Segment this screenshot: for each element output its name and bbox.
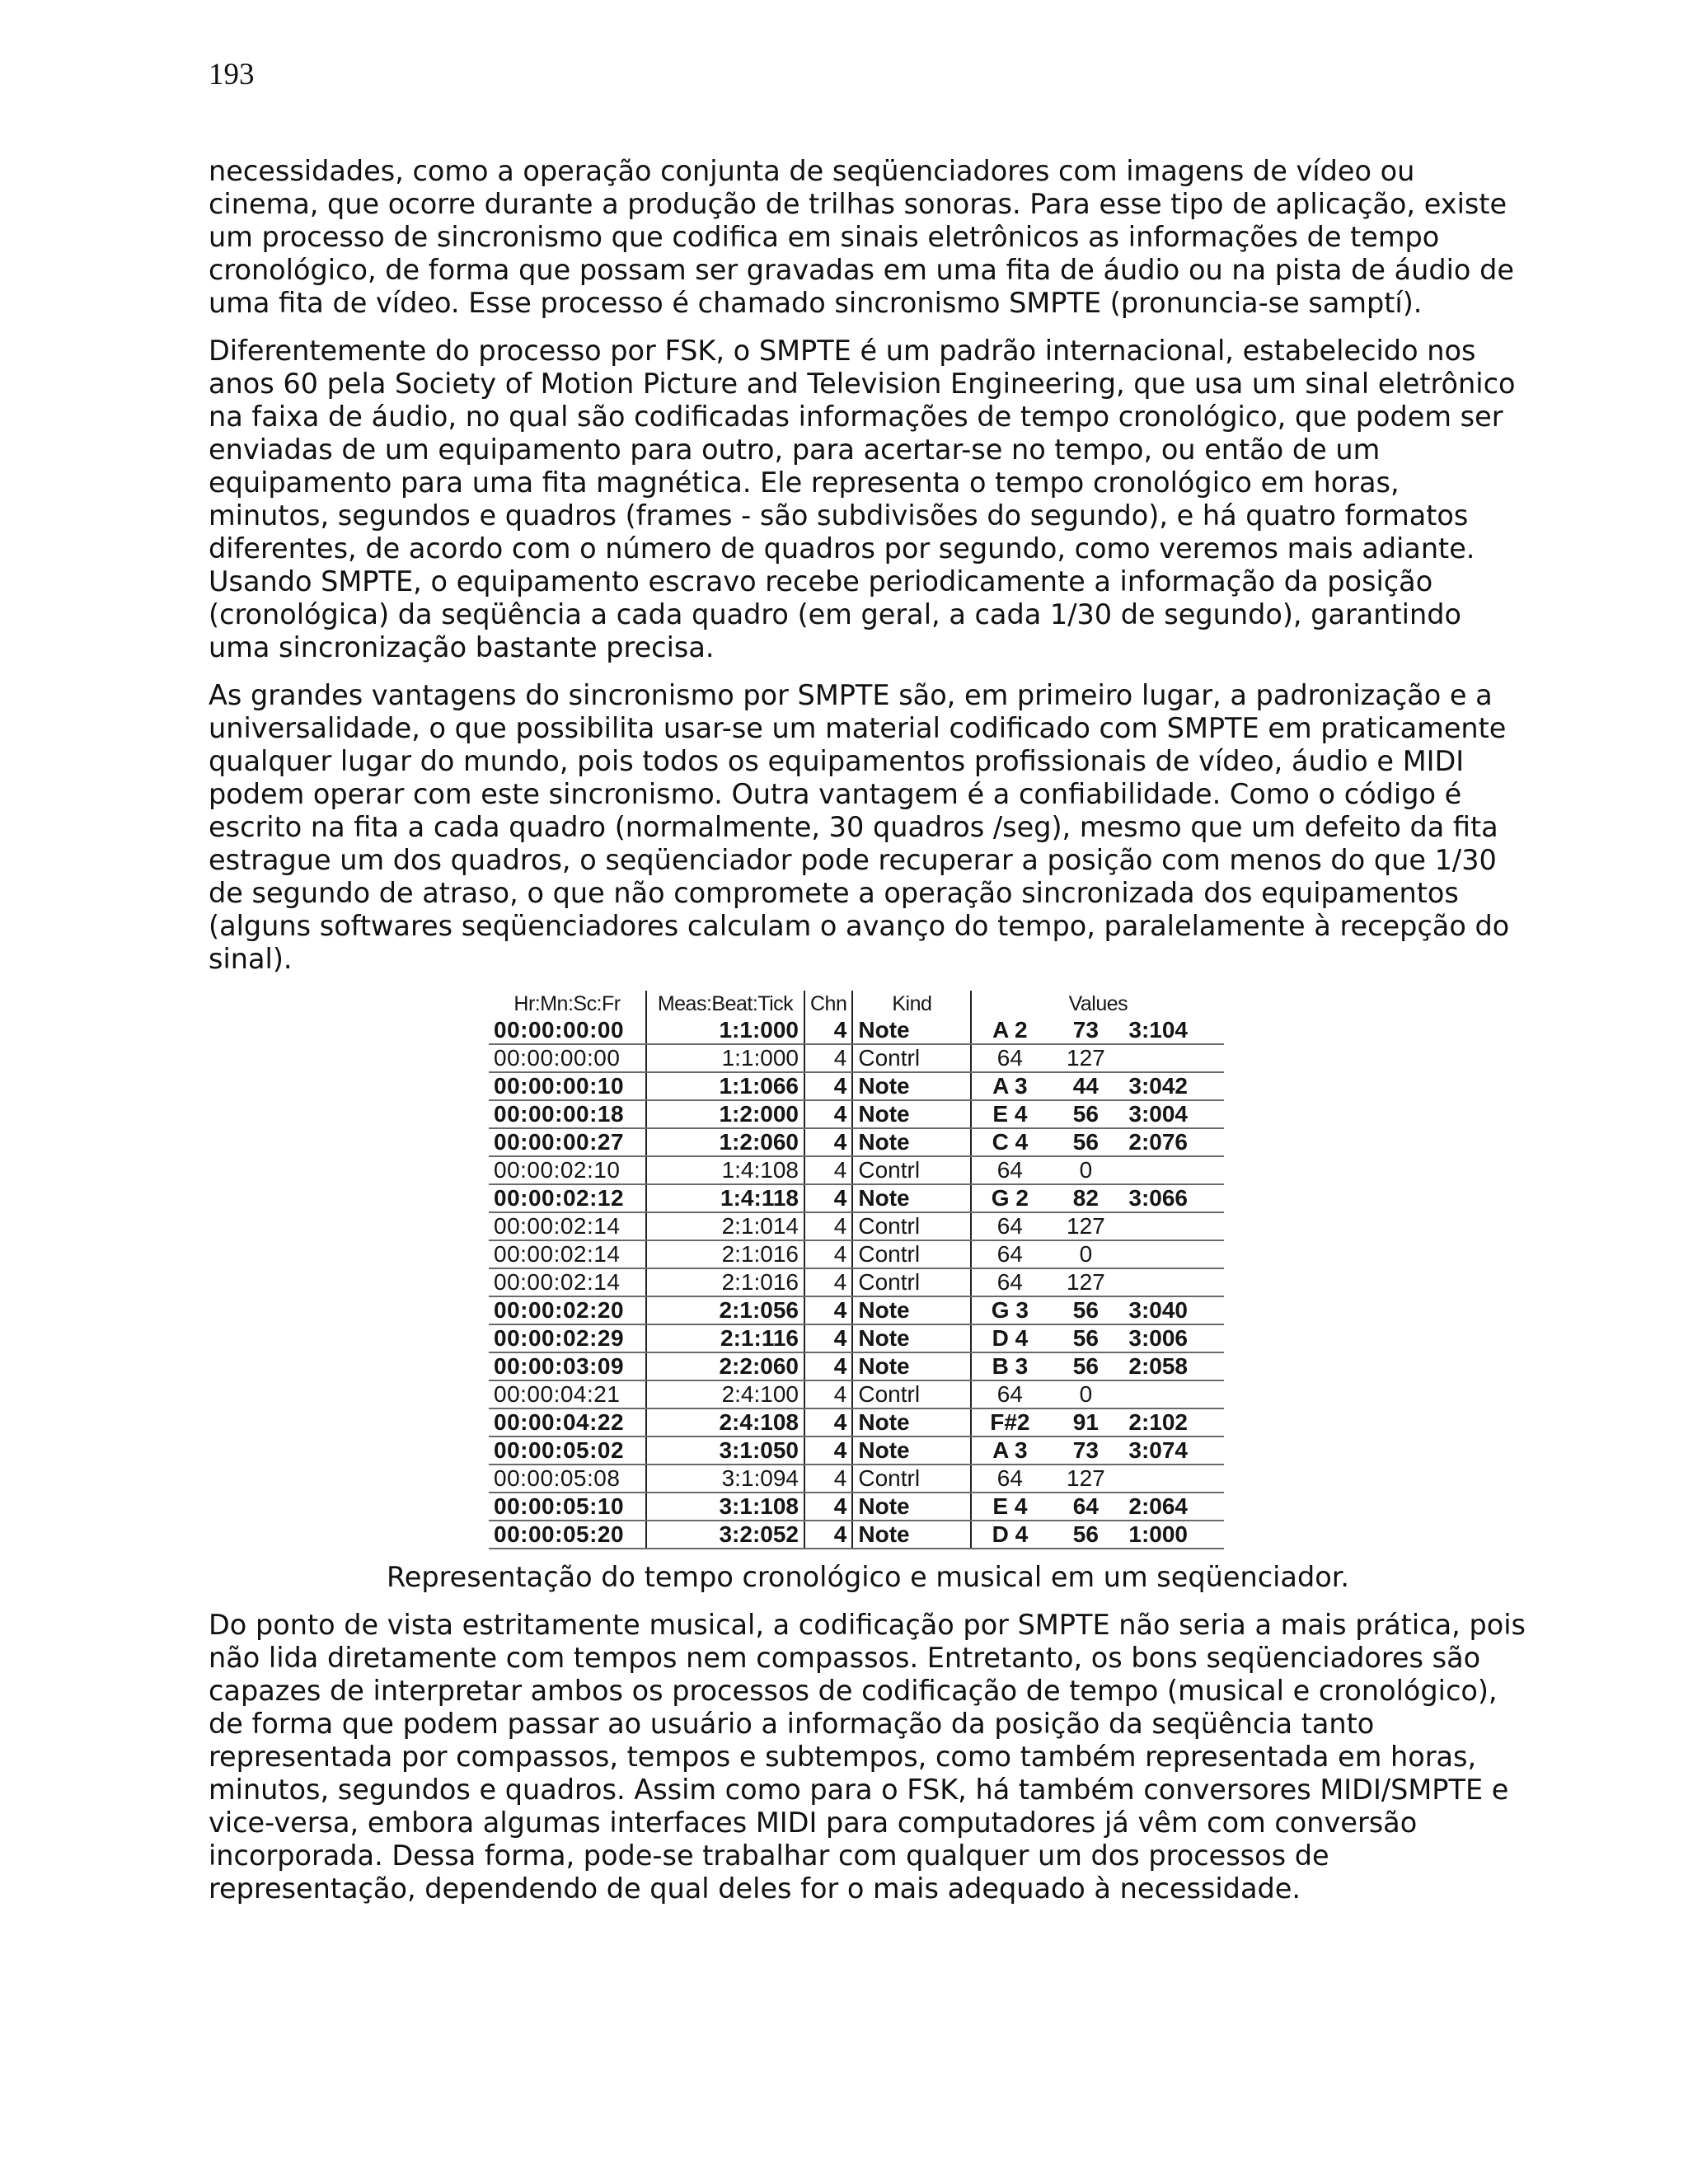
cell-chn: 4 (804, 1521, 852, 1549)
table-row (489, 1184, 1224, 1212)
header-meas: Meas:Beat:Tick (646, 991, 804, 1017)
cell-v3 (1123, 1380, 1224, 1408)
cell-kind: Note (852, 1072, 971, 1100)
cell-v2: 56 (1048, 1296, 1123, 1324)
cell-v2: 73 (1048, 1017, 1123, 1044)
cell-meas: 2:1:016 (646, 1240, 804, 1268)
cell-v3 (1123, 1212, 1224, 1240)
cell-v1: A 3 (971, 1436, 1048, 1465)
cell-chn: 4 (804, 1072, 852, 1100)
cell-v1: G 2 (971, 1184, 1048, 1212)
cell-v1: 64 (971, 1212, 1048, 1240)
table-row (489, 1296, 1224, 1324)
cell-chn: 4 (804, 1324, 852, 1352)
cell-meas: 2:4:100 (646, 1380, 804, 1408)
cell-v2: 0 (1048, 1240, 1123, 1268)
cell-v2: 82 (1048, 1184, 1123, 1212)
cell-meas: 1:1:000 (646, 1017, 804, 1044)
table-row (489, 1240, 1224, 1268)
cell-time: 00:00:03:09 (489, 1352, 646, 1380)
cell-chn: 4 (804, 1184, 852, 1212)
cell-time: 00:00:02:14 (489, 1212, 646, 1240)
cell-kind: Note (852, 1128, 971, 1156)
cell-meas: 1:4:108 (646, 1156, 804, 1184)
cell-v3 (1123, 1044, 1224, 1072)
cell-time: 00:00:02:29 (489, 1324, 646, 1352)
cell-meas: 2:4:108 (646, 1408, 804, 1436)
paragraph-2: Diferentemente do processo por FSK, o SMPTE é um padrão internacional, estabelecido nos anos 60 pela Society of Motion Picture and Television Engineering, que usa um sinal eletrônico na faixa de áudio, no qual são codificadas informações de tempo cronológico, que podem ser enviadas de um equipamento para outro, para acertar-se no tempo, ou então de um equipamento para uma fita magnética. Ele representa o tempo cronológico em horas, minutos, segundos e quadros (frames - são subdivisões do segundo), e há quatro formatos diferentes, de acordo com o número de quadros por segundo, como veremos mais adiante. Usando SMPTE, o equipamento escravo recebe periodicamente a informação da posição (cronológica) da seqüência a cada quadro (em geral, a cada 1/30 de segundo), garantindo uma sincronização bastante precisa. (209, 335, 1516, 663)
cell-v2: 56 (1048, 1521, 1123, 1549)
cell-kind: Contrl (852, 1465, 971, 1493)
cell-v3: 2:102 (1123, 1408, 1224, 1436)
cell-v2: 127 (1048, 1044, 1123, 1072)
cell-chn: 4 (804, 1465, 852, 1493)
cell-time: 00:00:04:21 (489, 1380, 646, 1408)
cell-time: 00:00:05:20 (489, 1521, 646, 1549)
cell-meas: 1:1:066 (646, 1072, 804, 1100)
cell-v3: 3:066 (1123, 1184, 1224, 1212)
sequencer-event-list-figure (209, 991, 1527, 1549)
table-row (489, 1324, 1224, 1352)
cell-v1: A 3 (971, 1072, 1048, 1100)
cell-kind: Note (852, 1493, 971, 1521)
cell-v1: 64 (971, 1380, 1048, 1408)
cell-meas: 2:1:116 (646, 1324, 804, 1352)
cell-v1: 64 (971, 1044, 1048, 1072)
cell-time: 00:00:05:02 (489, 1436, 646, 1465)
cell-chn: 4 (804, 1156, 852, 1184)
cell-v1: 64 (971, 1465, 1048, 1493)
cell-v1: A 2 (971, 1017, 1048, 1044)
cell-v3: 3:006 (1123, 1324, 1224, 1352)
cell-v2: 73 (1048, 1436, 1123, 1465)
cell-v3: 3:074 (1123, 1436, 1224, 1465)
cell-v3: 2:064 (1123, 1493, 1224, 1521)
page-content (209, 155, 1527, 1920)
paragraph-3: As grandes vantagens do sincronismo por SMPTE são, em primeiro lugar, a padronização e a universalidade, o que possibilita usar-se um material codificado com SMPTE em praticamente qualquer lugar do mundo, pois todos os equipamentos profissionais de vídeo, áudio e MIDI podem operar com este sincronismo. Outra vantagem é a confiabilidade. Como o código é escrito na fita a cada quadro (normalmente, 30 quadros /seg), mesmo que um defeito da fita estrague um dos quadros, o seqüenciador pode recuperar a posição com menos do que 1/30 de segundo de atraso, o que não compromete a operação sincronizada dos equipamentos (alguns softwares seqüenciadores calculam o avanço do tempo, paralelamente à recepção do sinal). (209, 679, 1510, 975)
cell-v3: 3:042 (1123, 1072, 1224, 1100)
cell-v1: E 4 (971, 1100, 1048, 1128)
cell-time: 00:00:02:14 (489, 1240, 646, 1268)
cell-meas: 3:1:050 (646, 1436, 804, 1465)
header-kind: Kind (852, 991, 971, 1017)
cell-chn: 4 (804, 1268, 852, 1296)
cell-meas: 2:1:014 (646, 1212, 804, 1240)
cell-time: 00:00:02:12 (489, 1184, 646, 1212)
table-header-row (489, 991, 1224, 1017)
cell-v3 (1123, 1268, 1224, 1296)
cell-time: 00:00:02:20 (489, 1296, 646, 1324)
table-row (489, 1521, 1224, 1549)
cell-chn: 4 (804, 1240, 852, 1268)
cell-kind: Note (852, 1408, 971, 1436)
cell-v2: 0 (1048, 1156, 1123, 1184)
cell-chn: 4 (804, 1493, 852, 1521)
cell-meas: 1:1:000 (646, 1044, 804, 1072)
table-row (489, 1436, 1224, 1465)
cell-time: 00:00:00:00 (489, 1017, 646, 1044)
cell-time: 00:00:00:00 (489, 1044, 646, 1072)
cell-chn: 4 (804, 1380, 852, 1408)
cell-v3: 3:040 (1123, 1296, 1224, 1324)
header-values: Values (1068, 992, 1128, 1015)
cell-chn: 4 (804, 1128, 852, 1156)
table-row (489, 1044, 1224, 1072)
table-row (489, 1408, 1224, 1436)
cell-time: 00:00:00:27 (489, 1128, 646, 1156)
cell-chn: 4 (804, 1436, 852, 1465)
cell-meas: 2:2:060 (646, 1352, 804, 1380)
cell-v1: F#2 (971, 1408, 1048, 1436)
table-row (489, 1017, 1224, 1044)
cell-v2: 56 (1048, 1324, 1123, 1352)
page-number: 193 (209, 58, 255, 91)
cell-kind: Note (852, 1017, 971, 1044)
event-list-table (489, 991, 1224, 1549)
table-row (489, 1212, 1224, 1240)
cell-chn: 4 (804, 1296, 852, 1324)
figure-caption: Representação do tempo cronológico e musical em um seqüenciador. (386, 1561, 1350, 1593)
cell-v1: D 4 (971, 1521, 1048, 1549)
cell-meas: 1:2:060 (646, 1128, 804, 1156)
cell-kind: Note (852, 1296, 971, 1324)
cell-kind: Note (852, 1521, 971, 1549)
table-row (489, 1072, 1224, 1100)
cell-v3 (1123, 1156, 1224, 1184)
cell-meas: 2:1:056 (646, 1296, 804, 1324)
cell-v3: 2:076 (1123, 1128, 1224, 1156)
cell-v3: 3:004 (1123, 1100, 1224, 1128)
cell-v2: 127 (1048, 1465, 1123, 1493)
table-row (489, 1465, 1224, 1493)
cell-chn: 4 (804, 1212, 852, 1240)
cell-v2: 64 (1048, 1493, 1123, 1521)
cell-kind: Contrl (852, 1380, 971, 1408)
cell-time: 00:00:05:10 (489, 1493, 646, 1521)
cell-kind: Note (852, 1324, 971, 1352)
table-row (489, 1380, 1224, 1408)
cell-kind: Note (852, 1184, 971, 1212)
cell-v2: 0 (1048, 1380, 1123, 1408)
cell-v3: 3:104 (1123, 1017, 1224, 1044)
cell-v2: 91 (1048, 1408, 1123, 1436)
cell-v2: 127 (1048, 1212, 1123, 1240)
table-body (489, 1017, 1224, 1549)
cell-meas: 3:1:094 (646, 1465, 804, 1493)
cell-v1: C 4 (971, 1128, 1048, 1156)
table-row (489, 1493, 1224, 1521)
cell-time: 00:00:00:10 (489, 1072, 646, 1100)
table-row (489, 1352, 1224, 1380)
cell-time: 00:00:02:10 (489, 1156, 646, 1184)
cell-kind: Contrl (852, 1044, 971, 1072)
cell-time: 00:00:05:08 (489, 1465, 646, 1493)
table-row (489, 1156, 1224, 1184)
table-row (489, 1268, 1224, 1296)
header-time: Hr:Mn:Sc:Fr (489, 991, 646, 1017)
cell-meas: 1:2:000 (646, 1100, 804, 1128)
cell-v1: B 3 (971, 1352, 1048, 1380)
cell-v1: 64 (971, 1240, 1048, 1268)
cell-kind: Contrl (852, 1156, 971, 1184)
cell-v3 (1123, 1465, 1224, 1493)
cell-chn: 4 (804, 1100, 852, 1128)
header-chn: Chn (804, 991, 852, 1017)
cell-kind: Contrl (852, 1212, 971, 1240)
cell-v2: 56 (1048, 1100, 1123, 1128)
cell-v1: D 4 (971, 1324, 1048, 1352)
cell-kind: Contrl (852, 1240, 971, 1268)
cell-meas: 3:1:108 (646, 1493, 804, 1521)
cell-kind: Contrl (852, 1268, 971, 1296)
cell-v2: 127 (1048, 1268, 1123, 1296)
cell-chn: 4 (804, 1017, 852, 1044)
cell-chn: 4 (804, 1408, 852, 1436)
cell-v3: 2:058 (1123, 1352, 1224, 1380)
cell-v1: 64 (971, 1156, 1048, 1184)
cell-chn: 4 (804, 1352, 852, 1380)
cell-v3 (1123, 1240, 1224, 1268)
cell-v2: 56 (1048, 1128, 1123, 1156)
cell-v1: 64 (971, 1268, 1048, 1296)
cell-meas: 3:2:052 (646, 1521, 804, 1549)
cell-kind: Note (852, 1352, 971, 1380)
cell-kind: Note (852, 1100, 971, 1128)
cell-meas: 1:4:118 (646, 1184, 804, 1212)
cell-kind: Note (852, 1436, 971, 1465)
cell-v3: 1:000 (1123, 1521, 1224, 1549)
cell-chn: 4 (804, 1044, 852, 1072)
cell-time: 00:00:04:22 (489, 1408, 646, 1436)
cell-meas: 2:1:016 (646, 1268, 804, 1296)
table-row (489, 1100, 1224, 1128)
cell-v2: 56 (1048, 1352, 1123, 1380)
cell-time: 00:00:02:14 (489, 1268, 646, 1296)
cell-v1: G 3 (971, 1296, 1048, 1324)
cell-v2: 44 (1048, 1072, 1123, 1100)
cell-time: 00:00:00:18 (489, 1100, 646, 1128)
table-row (489, 1128, 1224, 1156)
paragraph-1: necessidades, como a operação conjunta de seqüenciadores com imagens de vídeo ou cinema, que ocorre durante a produção de trilhas sonoras. Para esse tipo de aplicação, existe um processo de sincronismo que codifica em sinais eletrônicos as informações de tempo cronológico, de forma que possam ser gravadas em uma fita de áudio ou na pista de áudio de uma fita de vídeo. Esse processo é chamado sincronismo SMPTE (pronuncia-se samptí). (209, 155, 1514, 319)
cell-v1: E 4 (971, 1493, 1048, 1521)
paragraph-4: Do ponto de vista estritamente musical, a codificação por SMPTE não seria a mais prática, pois não lida diretamente com tempos nem compassos. Entretanto, os bons seqüenciadores são capazes de interpretar ambos os processos de codificação de tempo (musical e cronológico), de forma que podem passar ao usuário a informação da posição da seqüência tanto representada por compassos, tempos e subtempos, como também representada em horas, minutos, segundos e quadros. Assim como para o FSK, há também conversores MIDI/SMPTE e vice-versa, embora algumas interfaces MIDI para computadores já vêm com conversão incorporada. Dessa forma, pode-se trabalhar com qualquer um dos processos de representação, dependendo de qual deles for o mais adequado à necessidade. (209, 1609, 1526, 1905)
